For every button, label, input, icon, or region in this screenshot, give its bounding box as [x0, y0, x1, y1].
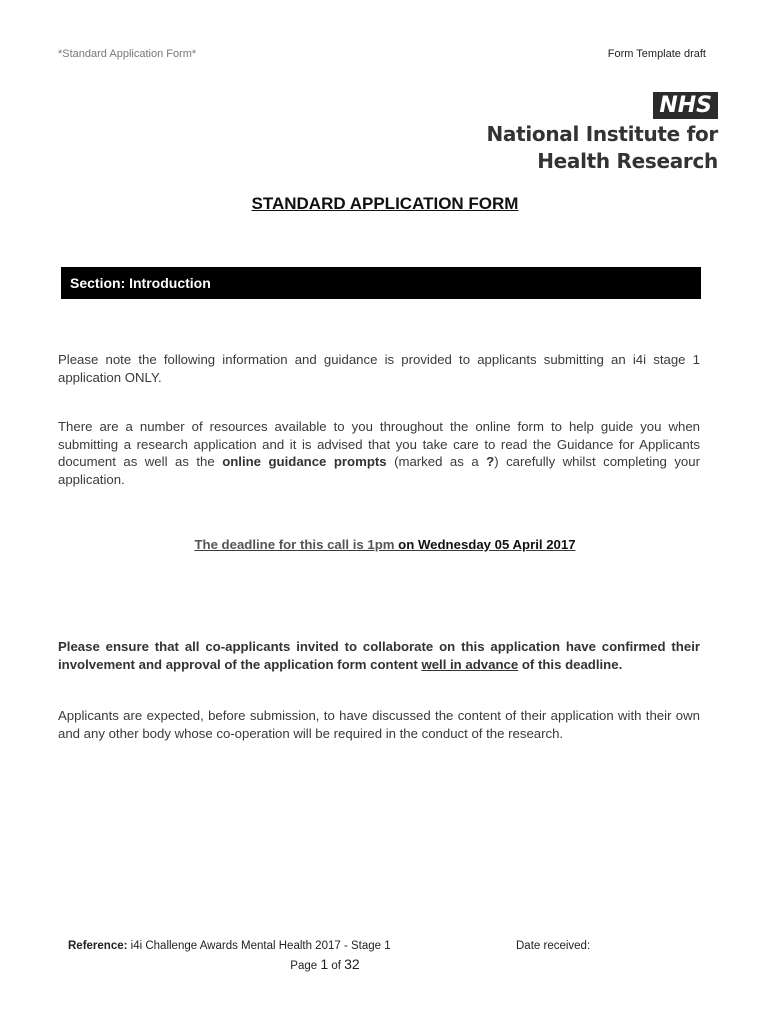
- deadline-text-1: The deadline for this call is 1pm: [194, 537, 395, 552]
- well-in-advance-emphasis: well in advance: [421, 656, 519, 672]
- header-form-name: *Standard Application Form*: [58, 48, 197, 60]
- footer-reference: [68, 940, 391, 952]
- question-mark-marker: ?: [486, 454, 495, 469]
- nhs-badge: NHS: [653, 92, 718, 119]
- co-applicants-text-1: Please ensure that all co-applicants invited to collaborate on this application have confirmed their involvement and approval of the application form content: [58, 639, 700, 672]
- section-label: Section: Introduction: [70, 275, 211, 291]
- deadline-notice: [0, 537, 770, 552]
- co-applicants-paragraph: [58, 638, 700, 673]
- header-draft-label: Form Template draft: [607, 48, 706, 60]
- page-number: [0, 956, 650, 972]
- page-prefix: Page: [290, 960, 321, 972]
- discussion-paragraph: Applicants are expected, before submission, to have discussed the content of their application with their own and any other body whose co-operation will be required in the conduct of the research.: [58, 708, 700, 741]
- reference-value: i4i Challenge Awards Mental Health 2017 - Stage 1: [127, 940, 391, 952]
- resources-text-2: (marked as a: [386, 454, 487, 469]
- nihr-logo: [478, 92, 718, 174]
- logo-line-1: National Institute for: [486, 122, 718, 146]
- logo-line-2: Health Research: [537, 149, 718, 173]
- section-header: [61, 267, 701, 299]
- deadline-date: on Wednesday 05 April 2017: [394, 537, 576, 552]
- reference-label: Reference:: [68, 940, 128, 952]
- page-mid: of: [328, 960, 345, 972]
- page-current: 1: [320, 956, 329, 972]
- resources-text-3: ) carefully whilst completing your application.: [58, 454, 700, 487]
- co-applicants-text-2: of this deadline.: [518, 656, 623, 672]
- resources-text-1: There are a number of resources available to you throughout the online form to help guide you when submitting a research application and it is advised that you take care to read the Guidance for Applicants document as well as the: [58, 419, 700, 469]
- page-title: STANDARD APPLICATION FORM: [251, 194, 519, 213]
- resources-paragraph: [58, 418, 700, 488]
- page-total: 32: [344, 956, 360, 972]
- intro-paragraph: Please note the following information and guidance is provided to applicants submitting an i4i stage 1 application ONLY.: [58, 352, 700, 385]
- guidance-prompts-emphasis: online guidance prompts: [222, 454, 387, 469]
- date-received-label: Date received:: [516, 940, 591, 952]
